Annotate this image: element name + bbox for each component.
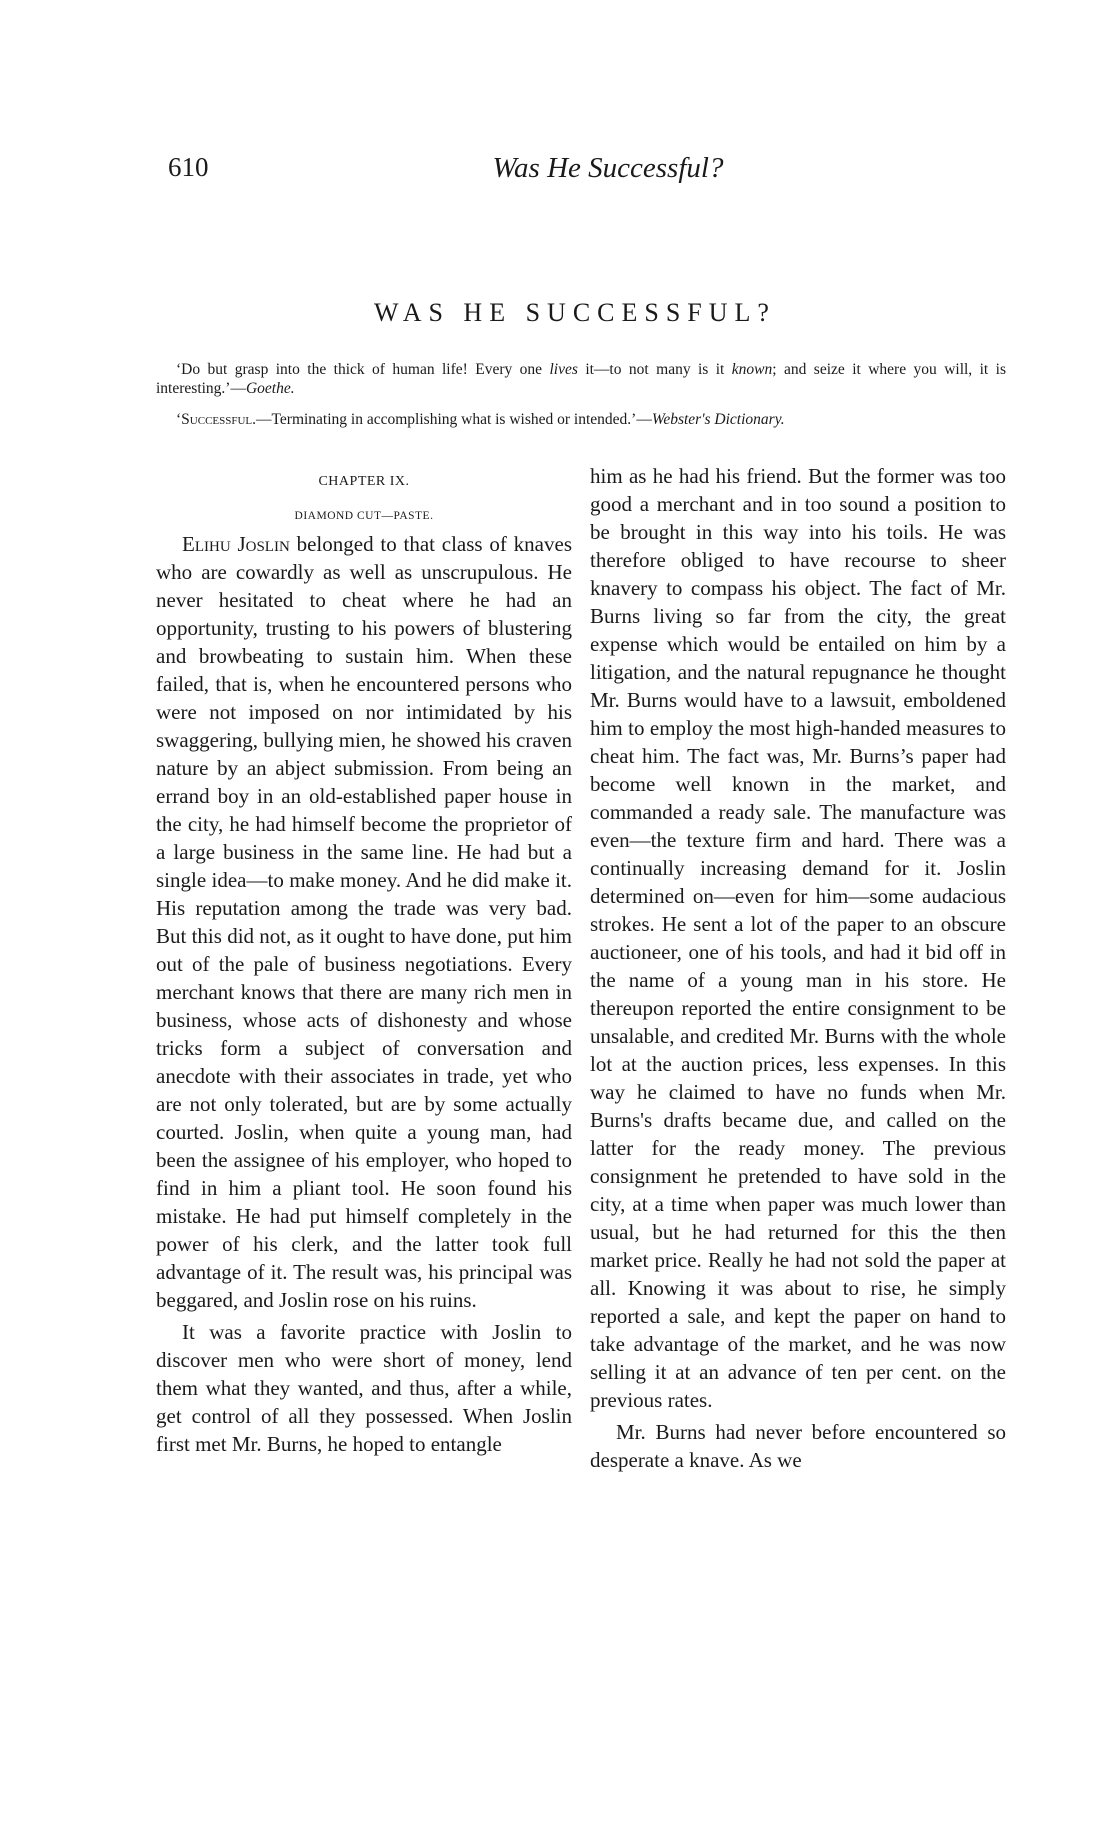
epigraph-emphasis: lives bbox=[549, 361, 578, 378]
epigraph-goethe bbox=[156, 360, 1006, 398]
chapter-heading: CHAPTER IX. bbox=[318, 474, 410, 489]
chapter-subheading: DIAMOND CUT—PASTE. bbox=[294, 510, 434, 522]
paragraph bbox=[156, 530, 572, 1314]
epigraph-attribution: Goethe. bbox=[245, 380, 295, 397]
right-column bbox=[590, 462, 1006, 1474]
running-title: Was He Successful? bbox=[492, 152, 724, 184]
paragraph-text: belonged to that class of knaves who are cowardly as well as unscrupulous. He never hesitated to cheat where he had an opportunity, trusting to his powers of blustering and browbeating to sustain him. When these failed, that is, when he encountered persons who were not imposed on nor intimidated by his swaggering, bullying mien, he showed his craven nature by an abject submission. From being an errand boy in an old-established paper house in the city, he had himself become the proprietor of a large business in the same line. He had but a single idea—to make money. And he did make it. His reputation among the trade was very bad. But this did not, as it ought to have done, put him out of the pale of business negotiations. Every merchant knows that there are many rich men in business, whose acts of dishonesty and whose tricks form a subject of conversation and anecdote with their associates in trade, yet who are not only tolerated, but are by some actually courted. Joslin, when quite a young man, had been the assignee of his employer, who hoped to find in him a pliant tool. He soon found his mistake. He had put himself completely in the power of his clerk, and the latter took full advantage of it. The result was, his principal was beggared, and Joslin rose on his ruins. bbox=[156, 532, 572, 1312]
epigraph-text: ‘Do but grasp into the thick of human life! Every one bbox=[176, 361, 550, 378]
paragraph: Mr. Burns had never before encountered so desperate a knave. As we bbox=[590, 1420, 1006, 1472]
epigraphs bbox=[156, 360, 1006, 429]
epigraph-text: ; and seize it where you will, it is interesting.’— bbox=[156, 361, 1006, 397]
epigraph-keyword: ‘Successful. bbox=[176, 411, 257, 428]
epigraph-emphasis: known bbox=[731, 361, 773, 378]
left-column bbox=[156, 462, 572, 1458]
page-number: 610 bbox=[168, 152, 209, 182]
epigraph-text: it—to not many is it bbox=[577, 361, 732, 378]
paragraph: It was a favorite practice with Joslin to discover men who were short of money, lend them what they wanted, and thus, after a while, get control of all they possessed. When Joslin first met Mr. Burns, he hoped to entangle bbox=[156, 1320, 572, 1456]
paragraph: him as he had his friend. But the former was too good a merchant and in too sound a position to be brought in this way into his toils. He was therefore obliged to have recourse to sheer knavery to compass his object. The fact of Mr. Burns living so far from the city, the great expense which would be entailed on him by a litigation, and the natural repugnance he thought Mr. Burns would have to a lawsuit, emboldened him to employ the most high-handed measures to cheat him. The fact was, Mr. Burns’s paper had become well known in the market, and commanded a ready sale. The manufacture was even—the texture firm and hard. There was a continually increasing demand for it. Joslin determined on—even for him—some audacious strokes. He sent a lot of the paper to an obscure auctioneer, one of his tools, and had it bid off in the name of a young man in his store. He thereupon reported the entire consignment to be unsalable, and credited Mr. Burns with the whole lot at the auction prices, less expenses. In this way he claimed to have no funds when Mr. Burns's drafts became due, and called on the latter for the ready money. The previous consignment he pretended to have sold in the city, at a time when paper was much lower than usual, but he had returned for this the then market price. Really he had not sold the paper at all. Knowing it was about to rise, he simply reported a sale, and kept the paper on hand to take advantage of the market, and he was now selling it at an advance of ten per cent. on the previous rates. bbox=[590, 464, 1006, 1412]
character-name: Elihu Joslin bbox=[182, 532, 290, 556]
article-title: WAS HE SUCCESSFUL? bbox=[374, 298, 776, 327]
epigraph-text: —Terminating in accomplishing what is wished or intended.’— bbox=[256, 411, 652, 428]
running-head bbox=[168, 152, 1008, 192]
epigraph-attribution: Webster's Dictionary. bbox=[651, 411, 785, 428]
epigraph-webster bbox=[156, 410, 1006, 429]
